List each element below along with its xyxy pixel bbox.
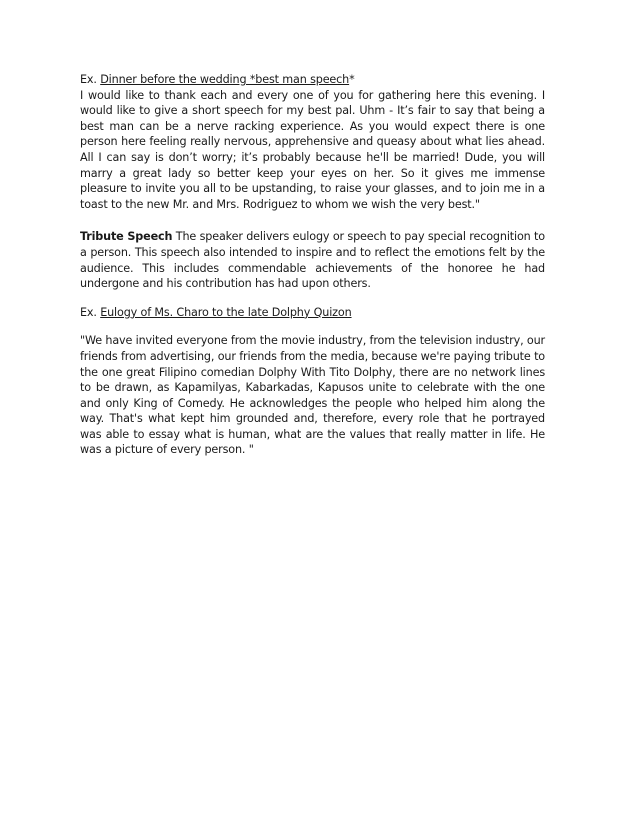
example-title-suffix: * bbox=[349, 73, 355, 86]
example-title: Eulogy of Ms. Charo to the late Dolphy Quizon bbox=[100, 305, 352, 319]
example-title: Dinner before the wedding *best man speech bbox=[100, 73, 350, 86]
eulogy-quote: "We have invited everyone from the movie industry, from the television industry, our friends from advertising, our friends from the media, because we're paying tribute to the one great Filipino comedian Dolphy With Tito Dolphy, there are no network lines to be drawn, as Kapamilyas, Kabarkadas, Kapusos unite to celebrate with the one and only King of Comedy. He acknowledges the people who helped him along the way. That's what kept him grounded and, therefore, every role that he portrayed was able to essay what is human, what are the values that really matter in life. He was a picture of every person. " bbox=[80, 334, 545, 457]
example-prefix: Ex. bbox=[80, 305, 97, 319]
tribute-speech-description: The speaker delivers eulogy or speech to pay special recognition to a person. This speech also intended to inspire and to reflect the emotions felt by the audience. This includes commendable achievements of the honoree he had undergone and his contribution has had upon others. bbox=[80, 230, 545, 291]
example-eulogy-heading bbox=[80, 305, 545, 321]
example-prefix: Ex. bbox=[80, 73, 97, 86]
example-best-man-speech bbox=[80, 72, 545, 212]
tribute-speech-definition bbox=[80, 229, 545, 291]
tribute-speech-term: Tribute Speech bbox=[80, 230, 173, 244]
best-man-speech-text: I would like to thank each and every one of you for gathering here this evening. I would like to give a short speech for my best pal. Uhm - It’s fair to say that being a best man can be a nerve racking experience. As you would expect there is one person here feeling really nervous, apprehensive and queasy about what lies ahead. All I can say is don’t worry; it’s probably because he'll be married! Dude, you will marry a great lady so better keep your eyes on her. So it gives me immense pleasure to invite you all to be upstanding, to raise your glasses, and to join me in a toast to the new Mr. and Mrs. Rodriguez to whom we wish the very best." bbox=[80, 88, 545, 211]
document-page bbox=[80, 72, 545, 471]
example-heading bbox=[80, 72, 545, 88]
